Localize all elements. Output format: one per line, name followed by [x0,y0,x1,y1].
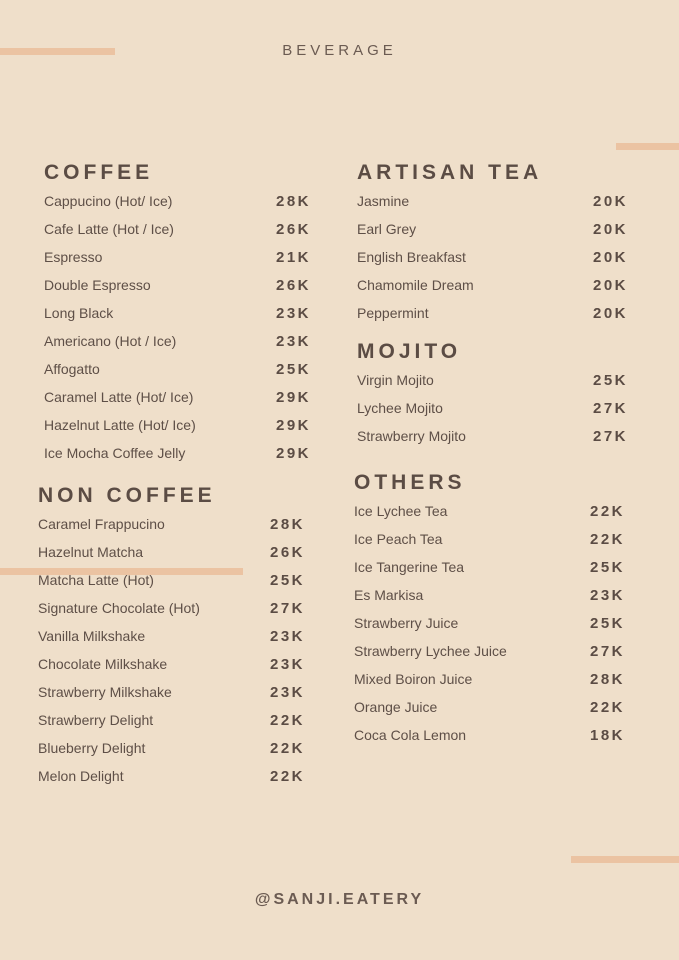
menu-item-name: Blueberry Delight [38,740,146,756]
menu-item-name: Ice Lychee Tea [354,503,448,519]
menu-item [44,389,324,417]
menu-list-artisan-tea [357,193,642,333]
menu-item-price: 27K [593,400,629,417]
menu-item [38,768,318,796]
menu-item-price: 26K [276,221,312,238]
menu-item-price: 23K [270,656,306,673]
menu-item-name: Affogatto [44,361,100,377]
menu-item-name: Mixed Boiron Juice [354,671,473,687]
menu-item [357,428,642,456]
menu-item-price: 26K [276,277,312,294]
menu-item-name: Cappucino (Hot/ Ice) [44,193,173,209]
decor-bar-top-right [616,143,679,150]
menu-item-name: Vanilla Milkshake [38,628,146,644]
menu-item-name: Strawberry Mojito [357,428,466,444]
menu-list-others [354,503,639,755]
menu-list-mojito [357,372,642,456]
menu-item-price: 29K [276,389,312,406]
menu-item-price: 27K [270,600,306,617]
menu-item-price: 27K [593,428,629,445]
menu-item-name: Long Black [44,305,114,321]
menu-item-name: Strawberry Juice [354,615,459,631]
decor-bar-bottom-right [571,856,679,863]
section-coffee [44,161,324,473]
menu-item-price: 23K [276,305,312,322]
menu-item-name: Chamomile Dream [357,277,474,293]
section-artisan-tea [357,161,642,333]
menu-item-name: Jasmine [357,193,410,209]
menu-item-price: 18K [590,727,626,744]
menu-item [357,193,642,221]
menu-item-price: 25K [590,559,626,576]
menu-item-name: Ice Peach Tea [354,531,443,547]
section-mojito [357,340,642,456]
menu-item-name: Es Markisa [354,587,424,603]
menu-item-price: 20K [593,221,629,238]
section-heading-artisan-tea: ARTISAN TEA [357,161,543,184]
menu-item [38,516,318,544]
menu-item [357,305,642,333]
menu-item [44,417,324,445]
menu-item-name: Earl Grey [357,221,417,237]
menu-item [44,249,324,277]
menu-item-price: 20K [593,193,629,210]
menu-item [357,249,642,277]
menu-item-name: Ice Tangerine Tea [354,559,465,575]
menu-item [44,221,324,249]
menu-list-coffee [44,193,324,473]
section-heading-mojito: MOJITO [357,340,462,363]
footer-handle: @SANJI.EATERY [254,891,425,908]
menu-item-name: Hazelnut Matcha [38,544,144,560]
menu-item-name: Lychee Mojito [357,400,443,416]
menu-item-price: 26K [270,544,306,561]
menu-item [44,361,324,389]
menu-item-price: 21K [276,249,312,266]
menu-item [38,600,318,628]
menu-item-name: Americano (Hot / Ice) [44,333,177,349]
menu-item-name: Signature Chocolate (Hot) [38,600,200,616]
menu-item [38,572,318,600]
menu-item [354,671,639,699]
menu-item-price: 29K [276,445,312,462]
menu-item-name: Orange Juice [354,699,438,715]
page-title: BEVERAGE [282,42,397,59]
section-heading-coffee: COFFEE [44,161,154,184]
menu-item-price: 23K [270,684,306,701]
menu-item [38,712,318,740]
menu-item-name: Double Espresso [44,277,151,293]
menu-item-price: 20K [593,249,629,266]
menu-item-name: Matcha Latte (Hot) [38,572,154,588]
menu-item [354,559,639,587]
menu-item-price: 28K [590,671,626,688]
menu-item-name: Hazelnut Latte (Hot/ Ice) [44,417,196,433]
menu-item-name: Strawberry Milkshake [38,684,172,700]
section-heading-others: OTHERS [354,471,466,494]
menu-item-price: 22K [590,531,626,548]
menu-item-name: Cafe Latte (Hot / Ice) [44,221,174,237]
menu-item-price: 25K [593,372,629,389]
menu-item [357,221,642,249]
menu-item-name: Caramel Frappucino [38,516,165,532]
menu-item [44,333,324,361]
menu-item-name: Melon Delight [38,768,124,784]
menu-item-name: Caramel Latte (Hot/ Ice) [44,389,194,405]
menu-item-price: 23K [270,628,306,645]
menu-item [357,372,642,400]
menu-item [44,193,324,221]
menu-item [354,699,639,727]
menu-item-name: Strawberry Lychee Juice [354,643,507,659]
menu-item-name: Strawberry Delight [38,712,154,728]
menu-item-price: 20K [593,277,629,294]
menu-item [357,277,642,305]
menu-item-price: 23K [590,587,626,604]
menu-item [38,628,318,656]
menu-item-name: Peppermint [357,305,429,321]
menu-item [354,643,639,671]
menu-item-name: Ice Mocha Coffee Jelly [44,445,186,461]
menu-list-non-coffee [38,516,318,796]
menu-item-price: 28K [276,193,312,210]
menu-item-price: 29K [276,417,312,434]
menu-item [354,727,639,755]
menu-item-price: 25K [270,572,306,589]
menu-item [44,445,324,473]
menu-item-price: 23K [276,333,312,350]
menu-item [354,503,639,531]
menu-item-price: 22K [590,503,626,520]
menu-item-name: Chocolate Milkshake [38,656,168,672]
menu-item [357,400,642,428]
menu-item-price: 27K [590,643,626,660]
menu-item-price: 22K [270,768,306,785]
menu-item [38,544,318,572]
menu-item [38,656,318,684]
menu-item-price: 28K [270,516,306,533]
menu-item-price: 20K [593,305,629,322]
section-non-coffee [38,484,318,796]
menu-item [354,531,639,559]
section-heading-non-coffee: NON COFFEE [38,484,216,507]
menu-item-name: Espresso [44,249,103,265]
menu-item-price: 22K [270,740,306,757]
menu-item [44,277,324,305]
section-others [354,471,639,755]
menu-item-price: 22K [270,712,306,729]
menu-item-price: 22K [590,699,626,716]
menu-item-price: 25K [590,615,626,632]
menu-item-price: 25K [276,361,312,378]
menu-item [354,587,639,615]
menu-item [44,305,324,333]
menu-item-name: Virgin Mojito [357,372,434,388]
menu-item [38,740,318,768]
menu-item-name: English Breakfast [357,249,466,265]
menu-item [354,615,639,643]
menu-item-name: Coca Cola Lemon [354,727,467,743]
menu-item [38,684,318,712]
